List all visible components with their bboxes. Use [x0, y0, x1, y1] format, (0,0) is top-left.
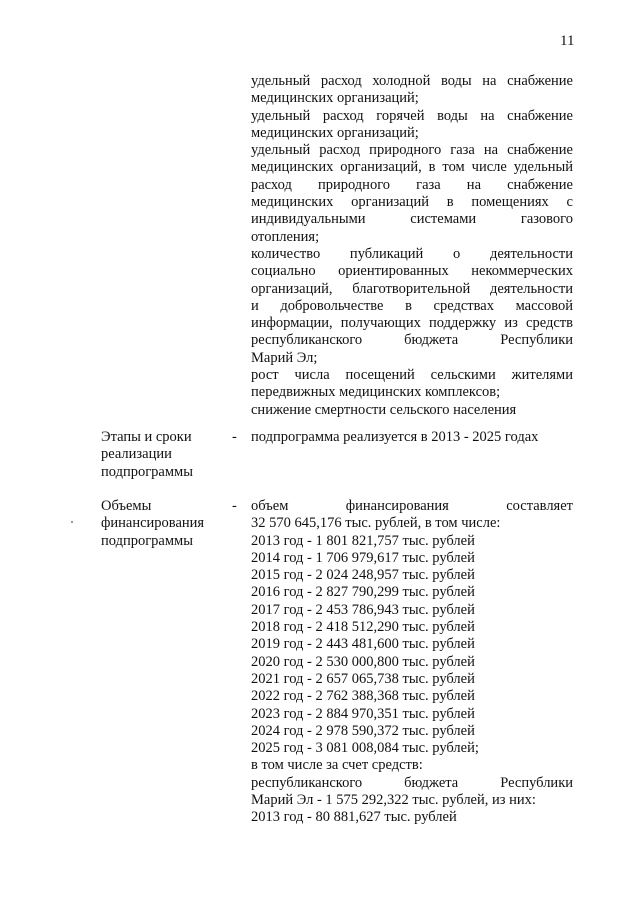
- text-line: снижение смертности сельского населения: [251, 401, 517, 418]
- text-line: 2018 год - 2 418 512,290 тыс. рублей: [251, 619, 475, 636]
- text-line: отопления;: [251, 228, 320, 245]
- stages-label: [101, 429, 226, 481]
- text-line: Марий Эл;: [251, 349, 318, 366]
- funding-dash: -: [232, 498, 237, 514]
- text-line: республиканского бюджета Республики: [251, 774, 573, 791]
- text-line: удельный расход природного газа на снабжение: [251, 142, 573, 159]
- text-line: медицинских организаций;: [251, 90, 419, 107]
- funding-label-line: финансирования: [101, 515, 205, 532]
- text-line: расход природного газа на снабжение: [251, 176, 573, 193]
- text-line: количество публикаций о деятельности: [251, 245, 573, 262]
- text-line: информации, получающих поддержку из средств: [251, 315, 573, 332]
- funding-label: [101, 498, 226, 550]
- text-line: и добровольчестве в средствах массовой: [251, 297, 573, 314]
- text-line: Марий Эл - 1 575 292,322 тыс. рублей, из них:: [251, 792, 536, 809]
- text-line: объем финансирования составляет: [251, 498, 573, 514]
- text-line: в том числе за счет средств:: [251, 757, 423, 774]
- text-line: 32 570 645,176 тыс. рублей, в том числе:: [251, 515, 501, 532]
- stages-label-line: реализации: [101, 446, 172, 463]
- indicators-list: [251, 73, 573, 419]
- text-line: организаций, благотворительной деятельности: [251, 280, 573, 297]
- text-line: подпрограмма реализуется в 2013 - 2025 годах: [251, 429, 539, 445]
- text-line: медицинских организаций;: [251, 124, 419, 141]
- text-line: 2023 год - 2 884 970,351 тыс. рублей: [251, 705, 475, 722]
- text-line: индивидуальными системами газового: [251, 211, 573, 228]
- text-line: удельный расход горячей воды на снабжение: [251, 107, 573, 124]
- scan-speck: [71, 521, 73, 523]
- funding-label-line: Объемы: [101, 498, 152, 514]
- text-line: республиканского бюджета Республики: [251, 332, 573, 349]
- text-line: 2017 год - 2 453 786,943 тыс. рублей: [251, 601, 475, 618]
- text-line: 2025 год - 3 081 008,084 тыс. рублей;: [251, 740, 479, 757]
- text-line: удельный расход холодной воды на снабжение: [251, 73, 573, 89]
- funding-label-line: подпрограммы: [101, 532, 193, 549]
- text-line: 2014 год - 1 706 979,617 тыс. рублей: [251, 549, 475, 566]
- text-line: медицинских организаций в помещениях с: [251, 194, 573, 211]
- stages-label-line: Этапы и сроки: [101, 429, 192, 445]
- text-line: 2013 год - 1 801 821,757 тыс. рублей: [251, 532, 475, 549]
- text-line: 2019 год - 2 443 481,600 тыс. рублей: [251, 636, 475, 653]
- text-line: рост числа посещений сельскими жителями: [251, 367, 573, 384]
- text-line: 2013 год - 80 881,627 тыс. рублей: [251, 809, 457, 826]
- text-line: медицинских организаций, в том числе удельный: [251, 159, 573, 176]
- text-line: 2021 год - 2 657 065,738 тыс. рублей: [251, 670, 475, 687]
- text-line: 2020 год - 2 530 000,800 тыс. рублей: [251, 653, 475, 670]
- text-line: 2022 год - 2 762 388,368 тыс. рублей: [251, 688, 475, 705]
- text-line: 2015 год - 2 024 248,957 тыс. рублей: [251, 567, 475, 584]
- text-line: передвижных медицинских комплексов;: [251, 384, 501, 401]
- stages-dash: -: [232, 429, 237, 445]
- text-line: 2016 год - 2 827 790,299 тыс. рублей: [251, 584, 475, 601]
- page-number: 11: [560, 33, 575, 49]
- funding-text: [251, 498, 573, 827]
- stages-text: [251, 429, 573, 446]
- text-line: 2024 год - 2 978 590,372 тыс. рублей: [251, 722, 475, 739]
- text-line: социально ориентированных некоммерческих: [251, 263, 573, 280]
- stages-label-line: подпрограммы: [101, 463, 193, 480]
